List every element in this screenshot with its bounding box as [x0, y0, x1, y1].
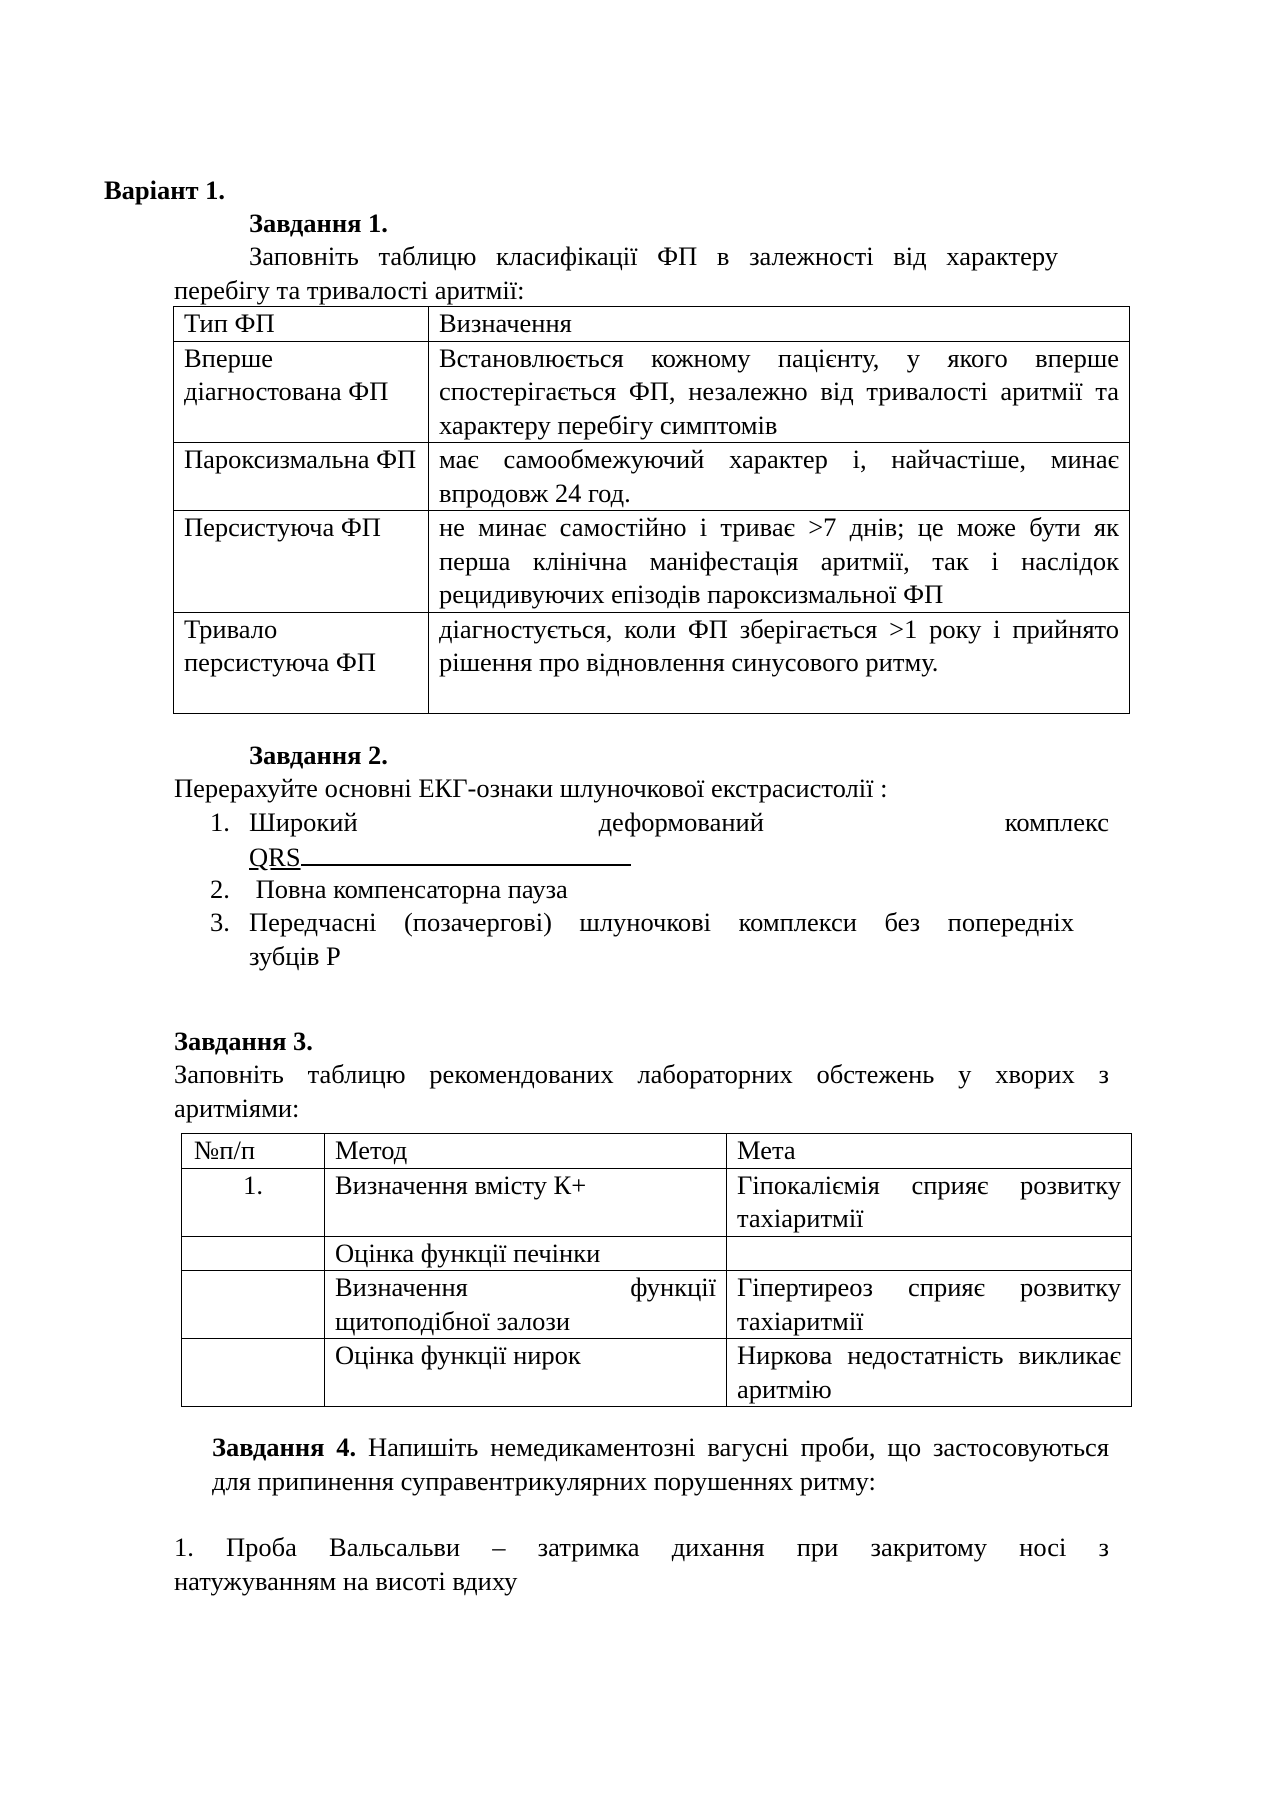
table-cell: Встановлюється кожному пацієнту, у якого вперше спостерігається ФП, незалежно від тривалості аритмії та характеру перебігу симптомів	[429, 341, 1130, 443]
task1-intro	[174, 240, 1058, 307]
table-cell: Гіпокаліємія сприяє розвитку тахіаритмії	[727, 1168, 1132, 1236]
task2-heading: Завдання 2.	[249, 740, 388, 770]
task2-intro: Перерахуйте основні ЕКГ-ознаки шлуночкової екстрасистолії :	[174, 773, 888, 803]
table-cell: Пароксизмальна ФП	[174, 443, 429, 511]
list-item-line	[249, 840, 1109, 875]
task4-answer	[174, 1531, 1109, 1598]
table-row	[174, 341, 1130, 443]
table-header-row	[182, 1134, 1132, 1169]
list-item	[174, 906, 1074, 973]
table-row	[174, 443, 1130, 511]
table-cell: Визначення функції щитоподібної залози	[325, 1271, 727, 1339]
list-item-number: 1.	[210, 807, 230, 837]
table-cell	[182, 1339, 325, 1407]
list-item	[174, 806, 1109, 874]
table-cell: Вперше діагностована ФП	[174, 341, 429, 443]
table-cell	[182, 1236, 325, 1271]
task1-intro-line2: перебігу та тривалості аритмії:	[174, 274, 525, 305]
list-item-word: Широкий	[249, 807, 358, 837]
table-row	[174, 511, 1130, 613]
task3-intro	[174, 1058, 1109, 1125]
table-row	[182, 1271, 1132, 1339]
task4-intro-text: Напишіть немедикаментозні вагусні проби, що застосовуються для припинення суправентрикулярних порушеннях ритму:	[212, 1432, 1110, 1496]
task3-intro-line2: аритміями:	[174, 1092, 300, 1123]
table-cell: 1.	[182, 1168, 325, 1236]
table-cell	[727, 1236, 1132, 1271]
table-cell: має самообмежуючий характер і, найчастіше, минає впродовж 24 год.	[429, 443, 1130, 511]
task1-intro-line1: Заповніть таблицю класифікації ФП в залежності від характеру	[249, 241, 1058, 271]
task3-intro-line1: Заповніть таблицю рекомендованих лабораторних обстежень у хворих з	[174, 1059, 1109, 1089]
task4-intro	[212, 1431, 1109, 1498]
task4-answer-line1: 1. Проба Вальсальви – затримка дихання при закритому носі з	[174, 1532, 1109, 1562]
table-row	[182, 1168, 1132, 1236]
table-header-cell: №п/п	[182, 1134, 325, 1169]
table-cell	[182, 1271, 325, 1339]
list-item-word: деформований	[598, 807, 764, 837]
table-row	[174, 612, 1130, 713]
table-cell: Оцінка функції нирок	[325, 1339, 727, 1407]
list-item-number: 3.	[210, 907, 230, 937]
task1-heading: Завдання 1.	[249, 208, 388, 238]
task4-answer-line2: натужуванням на висоті вдиху	[174, 1565, 518, 1596]
list-item	[174, 873, 568, 907]
table-header-cell: Метод	[325, 1134, 727, 1169]
table-cell: Визначення вмісту К+	[325, 1168, 727, 1236]
table-row	[182, 1236, 1132, 1271]
table-row	[182, 1339, 1132, 1407]
table-header-cell: Тип ФП	[174, 307, 429, 342]
table-cell: Гіпертиреоз сприяє розвитку тахіаритмії	[727, 1271, 1132, 1339]
af-classification-table	[173, 306, 1130, 714]
list-item-text: зубців Р	[249, 940, 341, 971]
table-cell: Персистуюча ФП	[174, 511, 429, 613]
table-cell: Ниркова недостатність викликає аритмію	[727, 1339, 1132, 1407]
table-cell: Оцінка функції печінки	[325, 1236, 727, 1271]
table-cell: не минає самостійно і триває >7 днів; це може бути як перша клінічна маніфестація аритмії, так і наслідок рецидивуючих епізодів пароксизмальної ФП	[429, 511, 1130, 613]
list-item-text: Повна компенсаторна пауза	[249, 874, 568, 904]
list-item-word: комплекс	[1004, 807, 1109, 837]
table-header-row	[174, 307, 1130, 342]
variant-heading: Варіант 1.	[104, 175, 226, 205]
table-cell: діагностується, коли ФП зберігається >1 року і прийнято рішення про відновлення синусового ритму.	[429, 612, 1130, 713]
task3-heading: Завдання 3.	[174, 1026, 313, 1056]
lab-tests-table	[181, 1133, 1132, 1407]
answer-underline	[301, 840, 631, 866]
qrs-text: QRS	[249, 841, 301, 872]
task4-heading: Завдання 4.	[212, 1432, 357, 1462]
table-header-cell: Мета	[727, 1134, 1132, 1169]
table-header-cell: Визначення	[429, 307, 1130, 342]
list-item-line	[249, 806, 1109, 840]
table-cell: Тривало персистуюча ФП	[174, 612, 429, 713]
list-item-number: 2.	[210, 874, 230, 904]
list-item-text: Передчасні (позачергові) шлуночкові комплекси без попередніх	[249, 907, 1074, 937]
